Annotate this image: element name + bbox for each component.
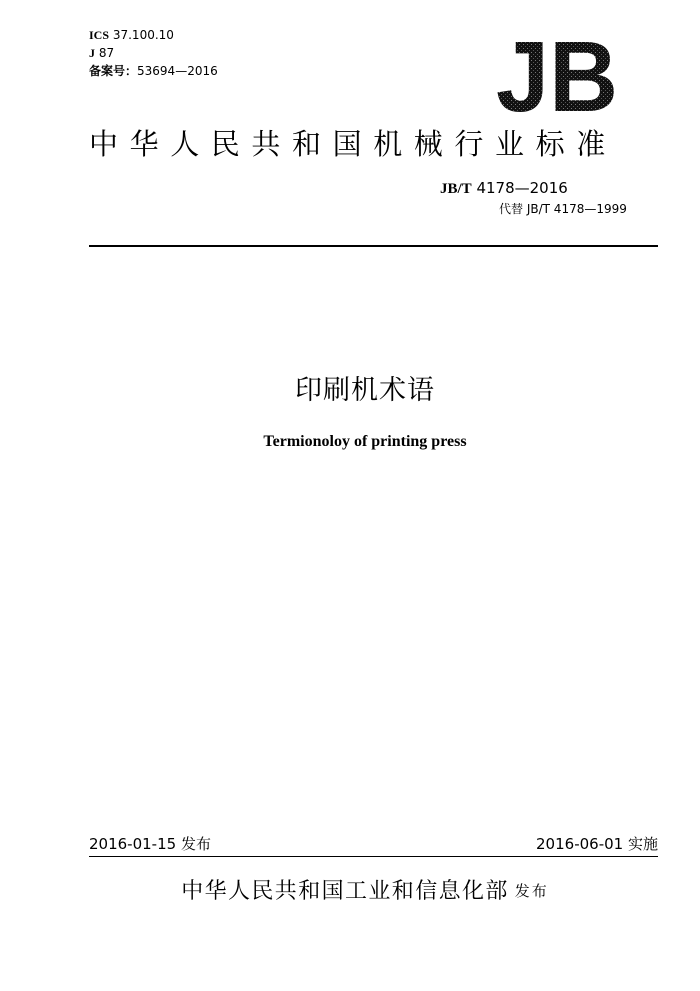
classification-code	[89, 44, 114, 62]
implement-label: 实施	[627, 835, 658, 853]
replaces-label: 代替	[499, 202, 524, 216]
publish-label: 发布	[180, 835, 211, 853]
publish-date: 2016-01-15	[89, 835, 177, 853]
j-value: 87	[98, 46, 115, 60]
registration-label: 备案号：	[89, 64, 138, 78]
ics-code	[89, 26, 174, 44]
implement-date: 2016-06-01	[536, 835, 624, 853]
code-number: 4178—2016	[476, 179, 568, 197]
footer-divider	[89, 856, 658, 857]
document-title-cn: 印刷机术语	[295, 375, 435, 406]
publisher-suffix: 发布	[514, 882, 549, 900]
publisher-line	[0, 875, 700, 908]
registration-number	[89, 62, 218, 80]
replaces-line	[499, 200, 627, 218]
publisher-name: 中华人民共和国工业和信息化部	[181, 879, 509, 904]
code-prefix: JB/T	[440, 181, 472, 197]
j-label: J	[89, 46, 95, 60]
header-divider	[89, 245, 658, 247]
ics-value: 37.100.10	[112, 28, 174, 42]
standard-code	[440, 178, 658, 199]
registration-value: 53694—2016	[137, 64, 218, 78]
publish-date-line	[89, 834, 211, 854]
replaces-value: JB/T 4178—1999	[526, 202, 627, 216]
ics-label: ICS	[89, 28, 110, 42]
standard-category-title: 中华人民共和国机械行业标准	[89, 127, 617, 161]
implement-date-line	[450, 834, 658, 854]
document-title-en: Termionoloy of printing press	[263, 433, 467, 450]
logo-text: JB	[496, 36, 618, 114]
jb-logo	[495, 36, 619, 114]
